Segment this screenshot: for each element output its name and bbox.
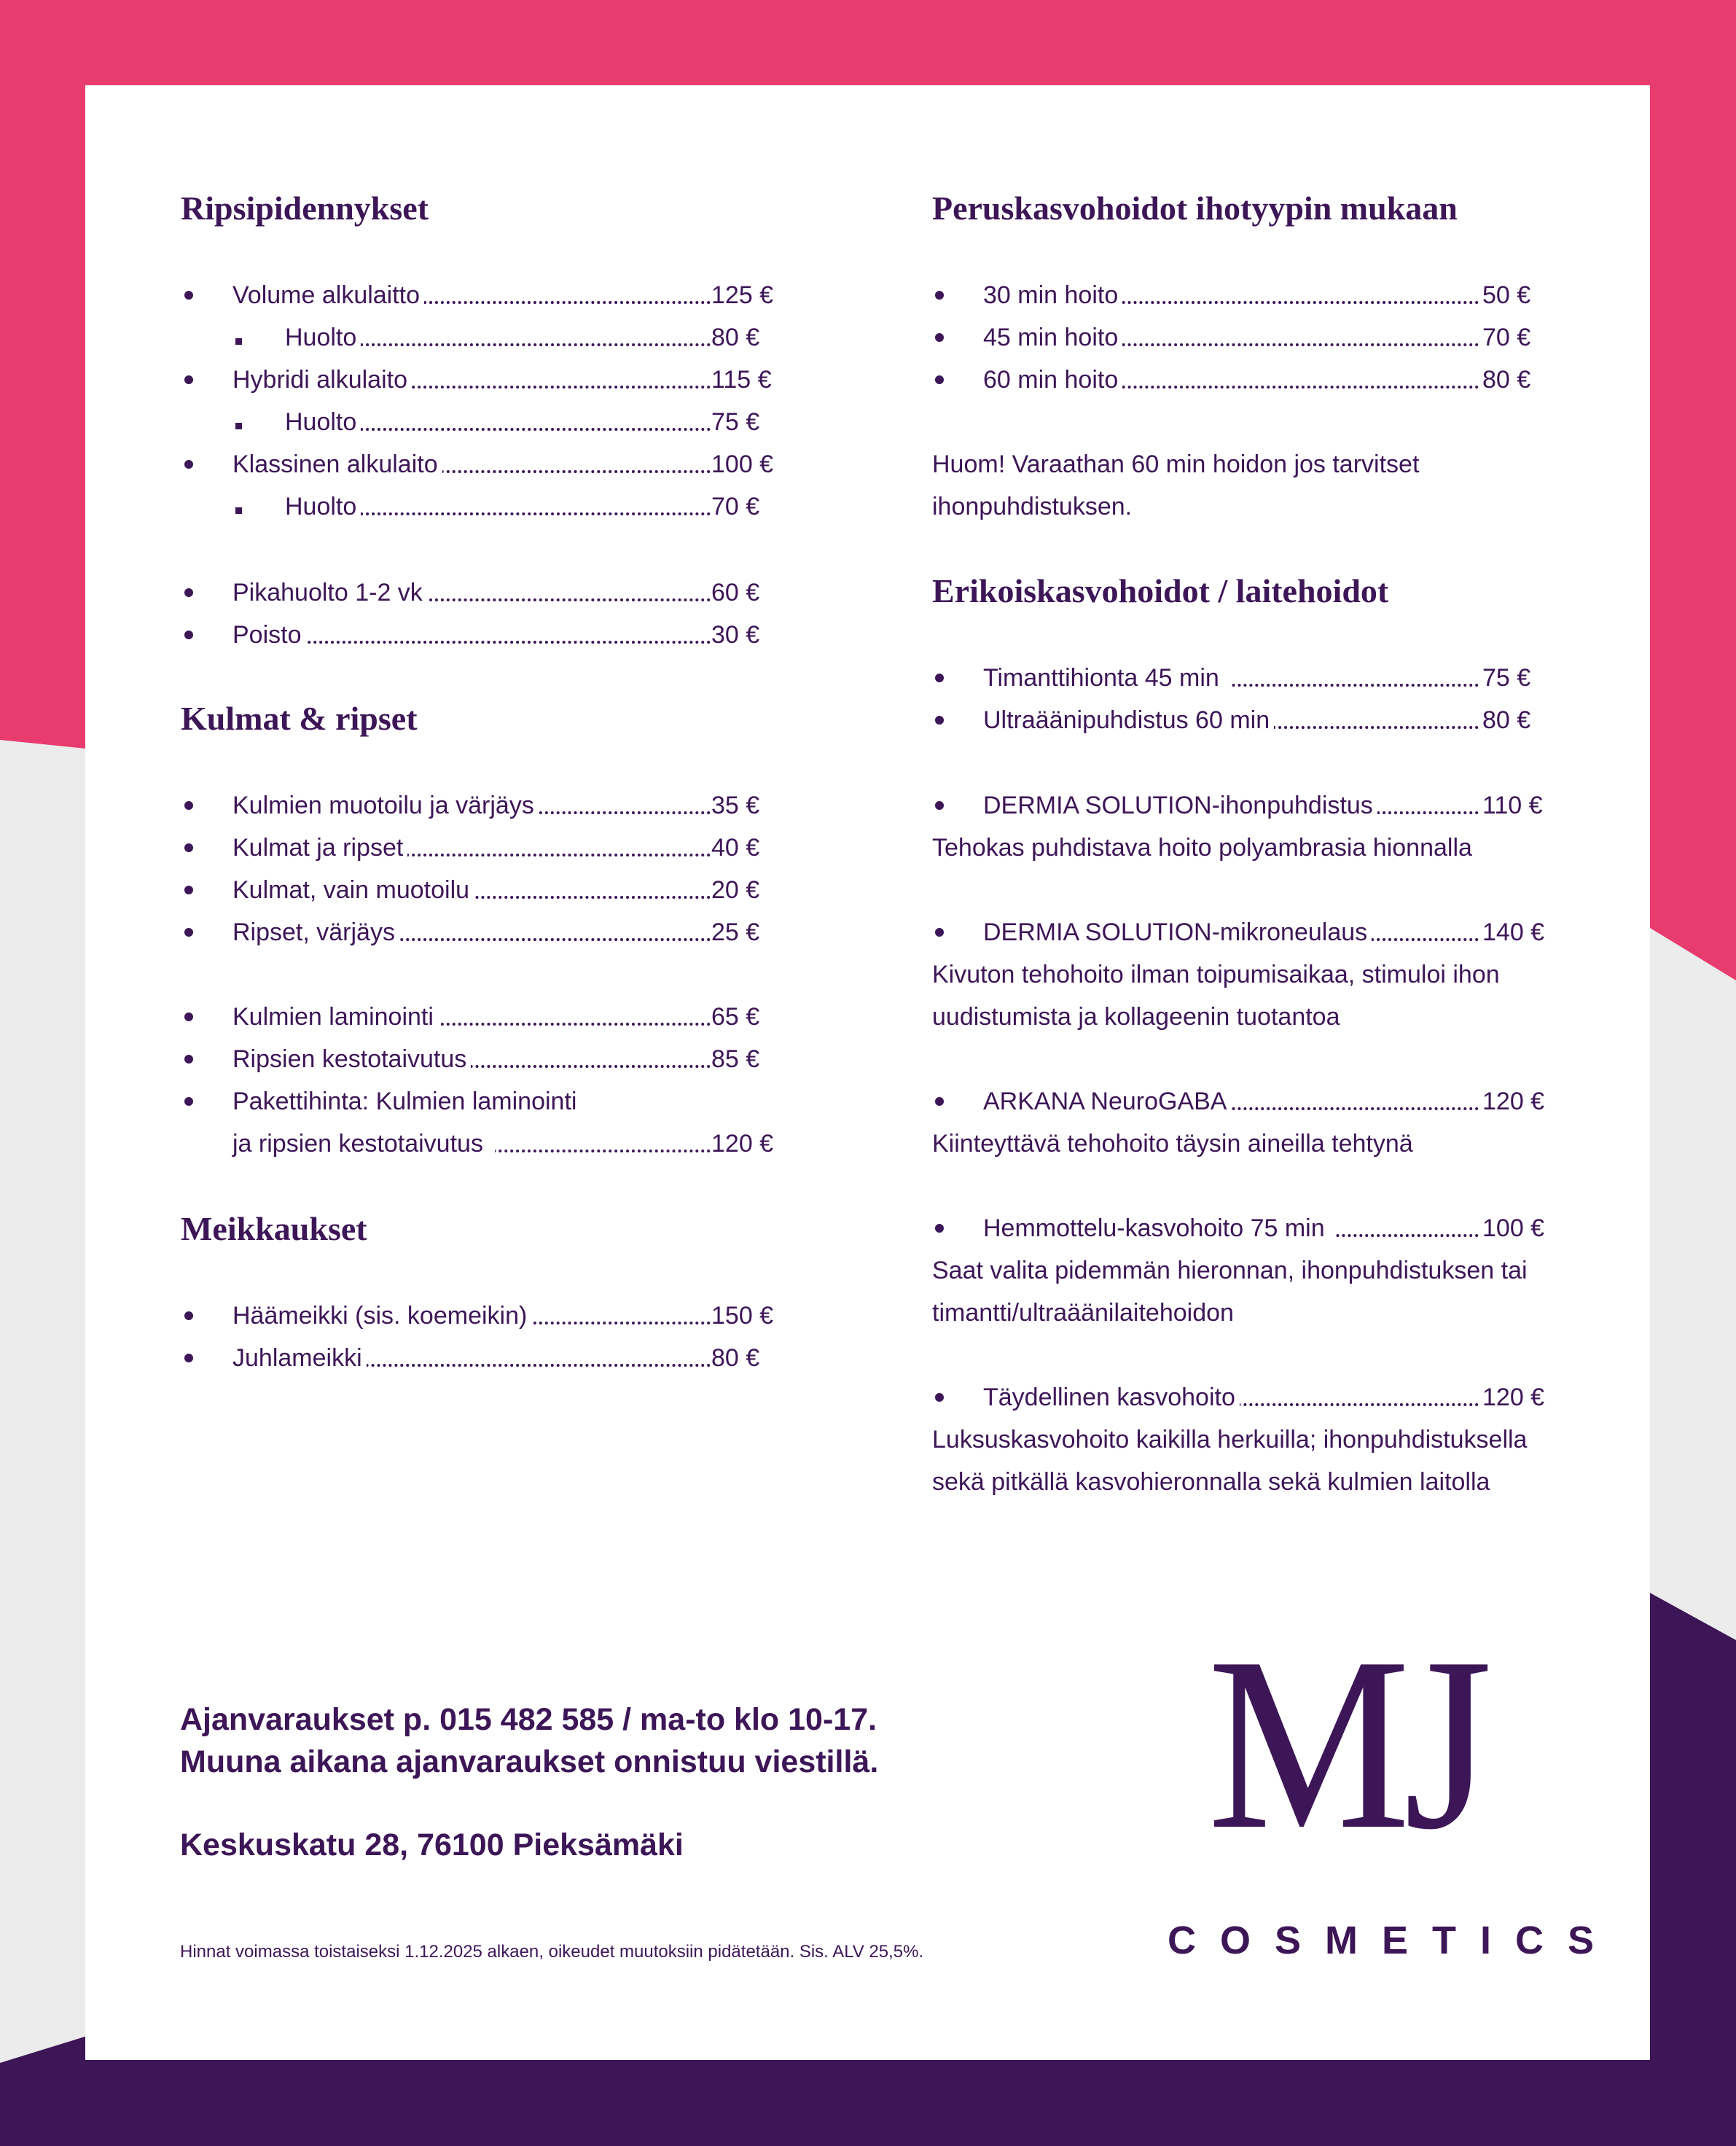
bullet-icon <box>184 801 193 810</box>
price-row: Klassinen alkulaito 100 € <box>232 443 783 485</box>
bullet-icon <box>184 928 193 937</box>
price-row: DERMIA SOLUTION-mikroneulaus 140 € <box>983 911 1552 953</box>
description-text: uudistumista ja kollageenin tuotantoa <box>932 1003 1340 1031</box>
bullet-icon <box>184 1354 193 1362</box>
price-row: Kulmien muotoilu ja värjäys 35 € <box>232 784 783 827</box>
price-row: Kulmat ja ripset 40 € <box>232 827 783 869</box>
note-text: Huom! Varaathan 60 min hoidon jos tarvitset <box>932 450 1420 478</box>
bullet-icon <box>935 1224 944 1233</box>
price-row: DERMIA SOLUTION-ihonpuhdistus 110 € <box>983 784 1552 827</box>
description-text: sekä pitkällä kasvohieronnalla sekä kulmien laitolla <box>932 1468 1490 1496</box>
bullet-icon <box>935 333 944 342</box>
bullet-icon <box>935 716 944 725</box>
logo-wordmark: COSMETICS <box>1168 1919 1619 1962</box>
description-text: Kivuton tehohoito ilman toipumisaikaa, stimuloi ihon <box>932 961 1500 988</box>
description-text: Kiinteyttävä tehohoito täysin aineilla tehtynä <box>932 1130 1413 1158</box>
price-row-label: Pakettihinta: Kulmien laminointi <box>232 1088 577 1115</box>
booking-phone: Ajanvaraukset p. 015 482 585 / ma-to klo 10-17. <box>180 1702 877 1737</box>
price-row: 45 min hoito 70 € <box>983 316 1537 359</box>
bullet-icon <box>935 801 944 810</box>
bullet-icon <box>184 291 193 300</box>
price-row: Huolto 70 € <box>285 485 783 528</box>
bullet-icon <box>184 1012 193 1021</box>
price-row: Huolto 80 € <box>285 316 783 359</box>
sub-bullet-icon <box>235 338 242 345</box>
price-row: ja ripsien kestotaivutus 120 € <box>232 1123 783 1165</box>
price-footnote: Hinnat voimassa toistaiseksi 1.12.2025 alkaen, oikeudet muutoksiin pidätetään. Sis. ALV 25,5%. <box>180 1942 924 1962</box>
bullet-icon <box>184 460 193 469</box>
description-text: Tehokas puhdistava hoito polyambrasia hionnalla <box>932 834 1472 862</box>
description-text: Saat valita pidemmän hieronnan, ihonpuhdistuksen tai <box>932 1257 1528 1284</box>
sub-bullet-icon <box>235 507 242 514</box>
price-row: Ultraäänipuhdistus 60 min 80 € <box>983 699 1537 741</box>
bullet-icon <box>184 631 193 639</box>
address: Keskuskatu 28, 76100 Pieksämäki <box>180 1827 684 1862</box>
price-row: ARKANA NeuroGABA 120 € <box>983 1080 1552 1123</box>
bullet-icon <box>184 1311 193 1320</box>
price-row: Täydellinen kasvohoito 120 € <box>983 1376 1552 1419</box>
price-row: Hybridi alkulaito 115 € <box>232 359 783 401</box>
booking-message-info: Muuna aikana ajanvaraukset onnistuu viestillä. <box>180 1744 879 1779</box>
description-text: timantti/ultraäänilaitehoidon <box>932 1299 1234 1327</box>
price-row: Kulmat, vain muotoilu 20 € <box>232 869 783 911</box>
bullet-icon <box>935 291 944 300</box>
logo-mark: MJ <box>1208 1606 1486 1881</box>
bullet-icon <box>935 1097 944 1106</box>
section-heading: Ripsipidennykset <box>181 190 429 227</box>
price-row: Ripset, värjäys 25 € <box>232 911 783 953</box>
bullet-icon <box>184 843 193 852</box>
price-row: Juhlameikki 80 € <box>232 1337 783 1379</box>
description-text: Luksuskasvohoito kaikilla herkuilla; ihonpuhdistuksella <box>932 1426 1528 1454</box>
bullet-icon <box>935 674 944 682</box>
price-row: Ripsien kestotaivutus 85 € <box>232 1038 783 1080</box>
price-row: Pikahuolto 1-2 vk 60 € <box>232 571 783 614</box>
note-text: ihonpuhdistuksen. <box>932 493 1133 520</box>
price-row: Kulmien laminointi 65 € <box>232 996 783 1038</box>
price-row: Timanttihionta 45 min 75 € <box>983 657 1537 699</box>
bullet-icon <box>935 928 944 937</box>
price-row: Poisto 30 € <box>232 614 783 656</box>
section-heading: Erikoiskasvohoidot / laitehoidot <box>932 572 1389 609</box>
sub-bullet-icon <box>235 423 242 429</box>
price-row: Volume alkulaitto 125 € <box>232 274 783 316</box>
bullet-icon <box>935 1393 944 1402</box>
price-row: 60 min hoito 80 € <box>983 359 1537 401</box>
price-row: Huolto 75 € <box>285 401 783 443</box>
bullet-icon <box>184 886 193 894</box>
price-row: 30 min hoito 50 € <box>983 274 1537 316</box>
price-list-sheet <box>85 85 1650 2060</box>
bullet-icon <box>184 588 193 597</box>
section-heading: Meikkaukset <box>181 1210 367 1247</box>
section-heading: Peruskasvohoidot ihotyypin mukaan <box>932 190 1458 227</box>
price-row: Hemmottelu-kasvohoito 75 min 100 € <box>983 1207 1552 1249</box>
bullet-icon <box>184 1097 193 1106</box>
bullet-icon <box>184 1055 193 1064</box>
section-heading: Kulmat & ripset <box>181 700 418 737</box>
price-row: Häämeikki (sis. koemeikin) 150 € <box>232 1295 783 1337</box>
bullet-icon <box>935 375 944 384</box>
bullet-icon <box>184 375 193 384</box>
